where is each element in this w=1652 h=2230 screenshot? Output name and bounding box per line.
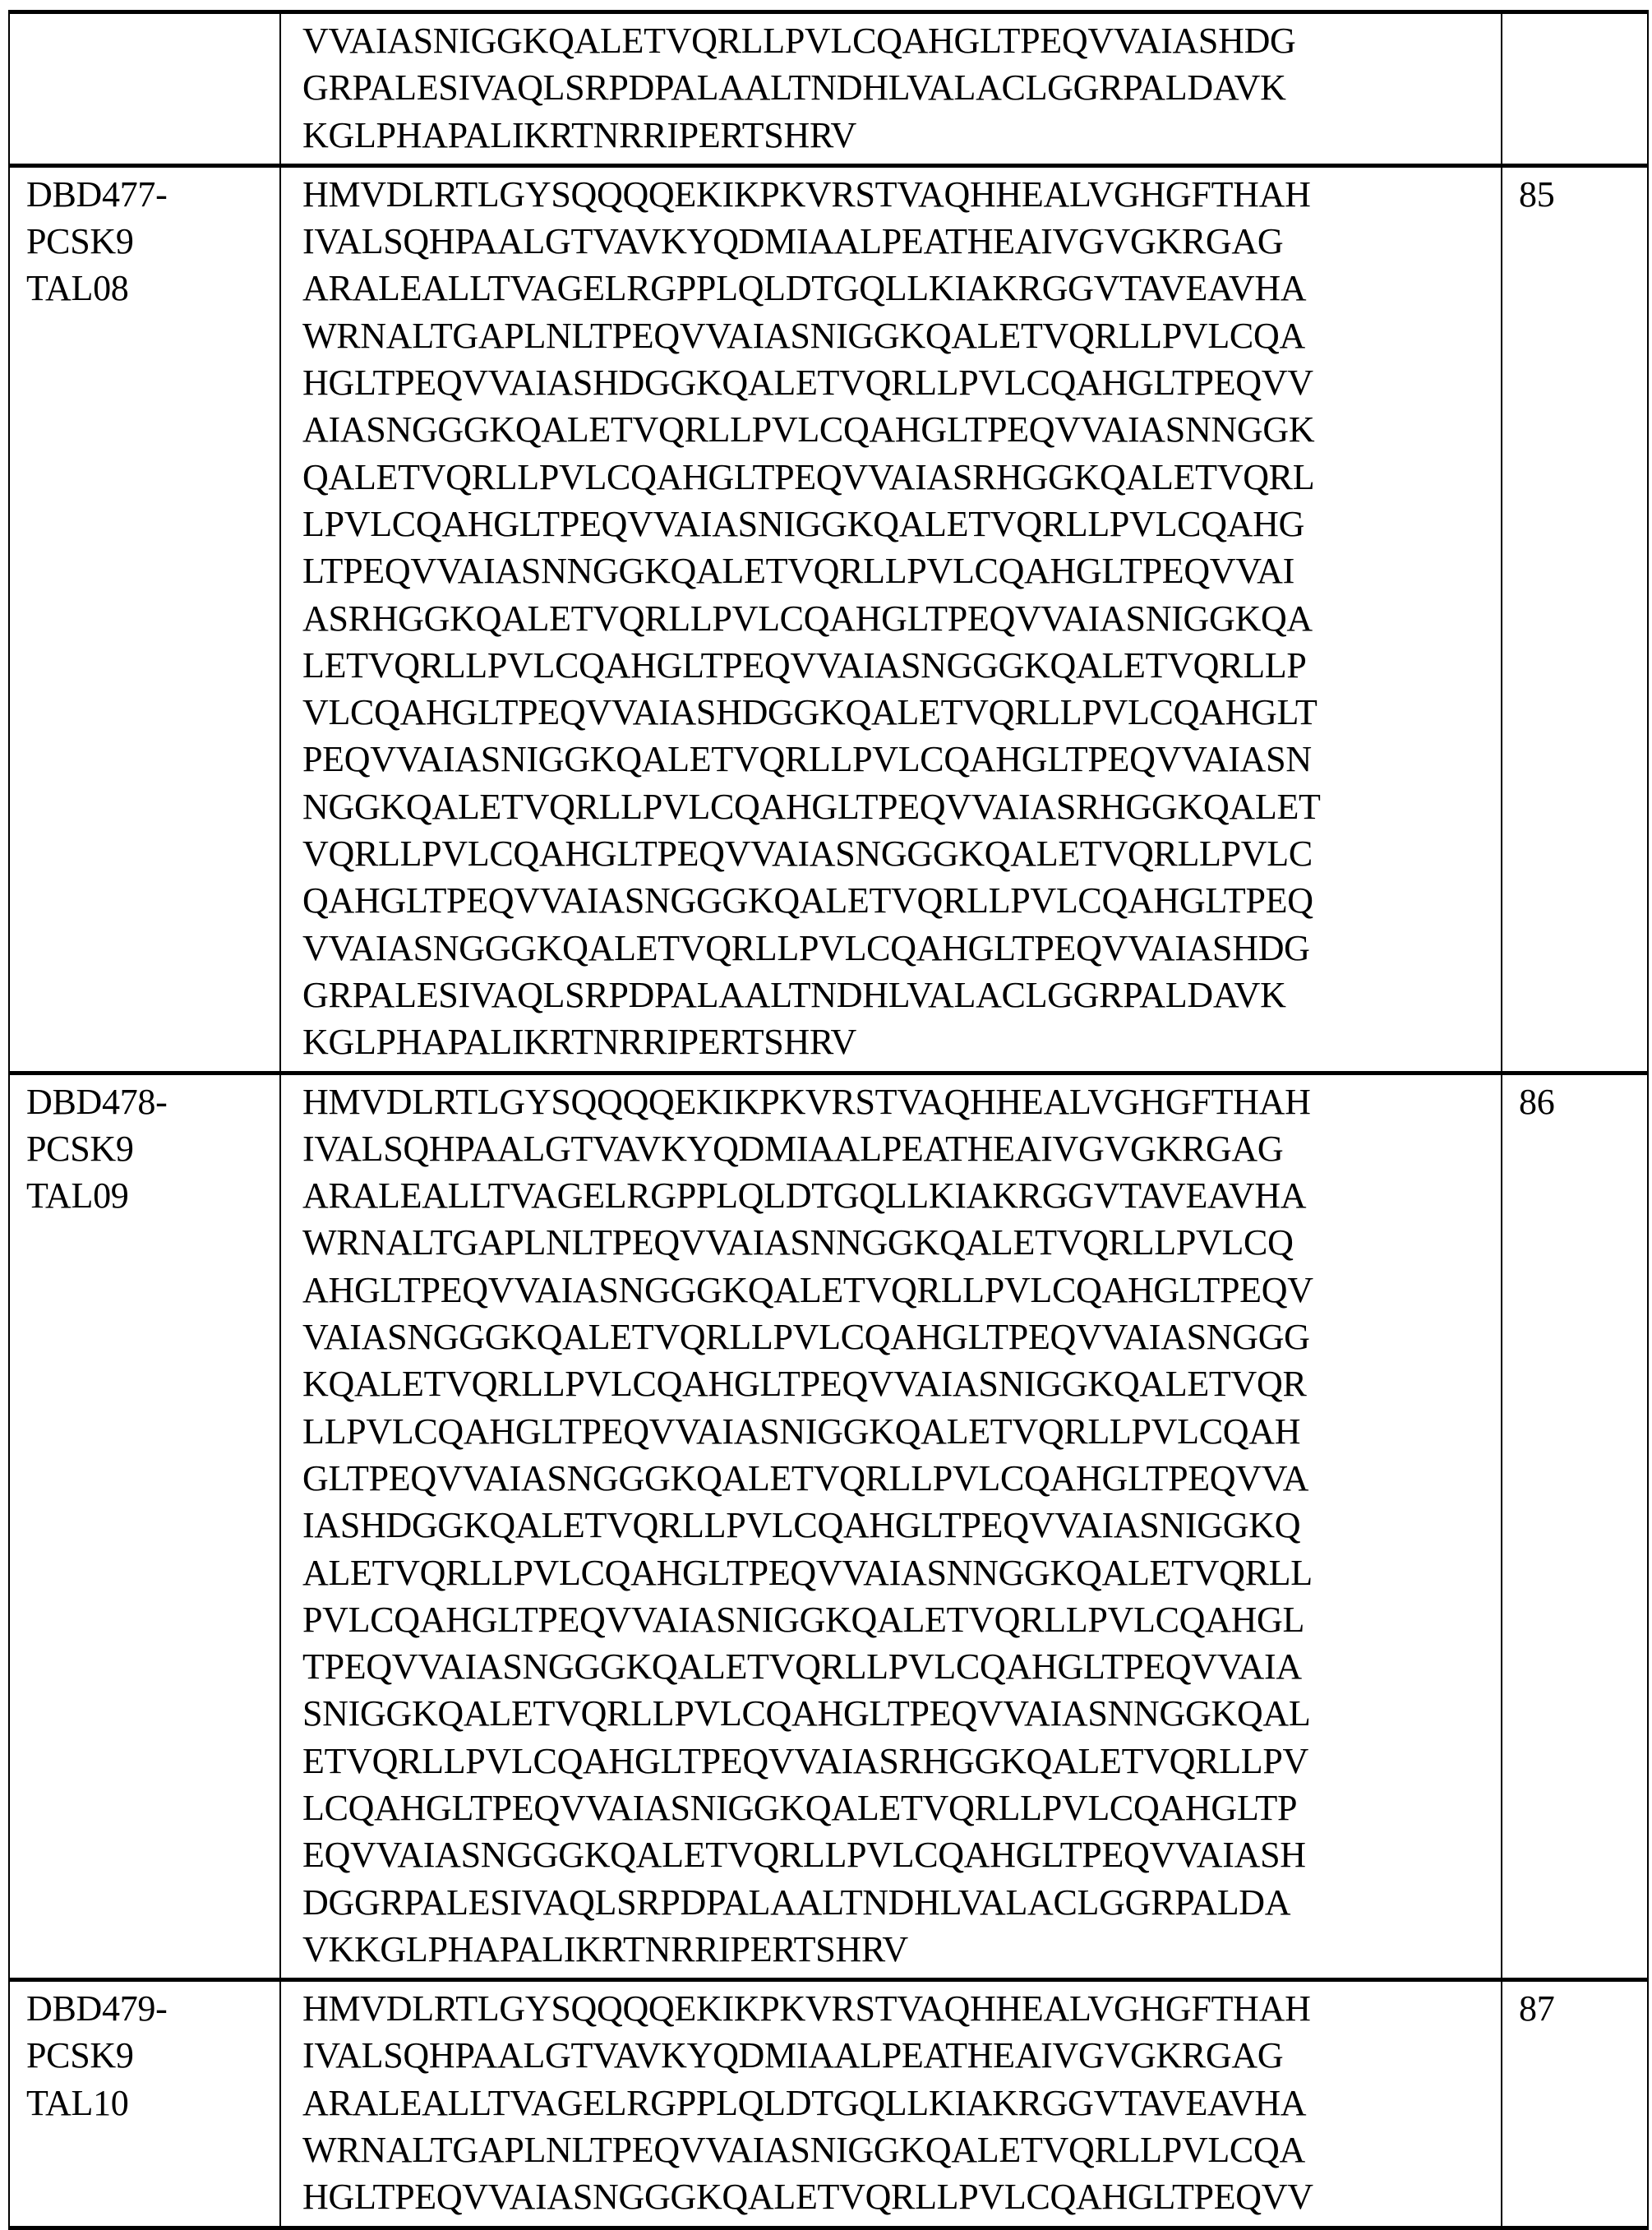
seq-id-cell: [1502, 165, 1648, 1073]
sequence-line: SNIGGKQALETVQRLLPVLCQAHGLTPEQVVAIASNNGGKQAL: [302, 1690, 1501, 1737]
table-row: [9, 12, 1648, 166]
sequence-line: AHGLTPEQVVAIASNGGGKQALETVQRLLPVLCQAHGLTPEQV: [302, 1267, 1501, 1314]
construct-name-line: PCSK9: [26, 218, 279, 265]
sequence-line: LTPEQVVAIASNNGGKQALETVQRLLPVLCQAHGLTPEQVVAI: [302, 547, 1501, 594]
sequence-line: DGGRPALESIVAQLSRPDPALAALTNDHLVALACLGGRPALDA: [302, 1879, 1501, 1926]
construct-name-cell: [9, 1980, 280, 2228]
sequence-cell: [280, 165, 1502, 1073]
sequence-line: NGGKQALETVQRLLPVLCQAHGLTPEQVVAIASRHGGKQALET: [302, 783, 1501, 830]
sequence-line: VKKGLPHAPALIKRTNRRIPERTSHRV: [302, 1926, 1501, 1973]
construct-name-line: TAL10: [26, 2080, 279, 2126]
sequence-line: ALETVQRLLPVLCQAHGLTPEQVVAIASNNGGKQALETVQRLL: [302, 1549, 1501, 1596]
sequence-line: AIASNGGGKQALETVQRLLPVLCQAHGLTPEQVVAIASNNGGK: [302, 406, 1501, 453]
table-row: [9, 1073, 1648, 1980]
table-row: [9, 1980, 1648, 2228]
sequence-line: LETVQRLLPVLCQAHGLTPEQVVAIASNGGGKQALETVQRLLP: [302, 642, 1501, 689]
sequence-line: KGLPHAPALIKRTNRRIPERTSHRV: [302, 1018, 1501, 1065]
construct-name-line: DBD477-: [26, 171, 279, 218]
construct-name-cell: [9, 1073, 280, 1980]
construct-name-line: DBD479-: [26, 1985, 279, 2032]
sequence-line: ARALEALLTVAGELRGPPLQLDTGQLLKIAKRGGVTAVEAVHA: [302, 265, 1501, 312]
construct-name-line: TAL08: [26, 265, 279, 312]
sequence-line: VVAIASNGGGKQALETVQRLLPVLCQAHGLTPEQVVAIASHDG: [302, 925, 1501, 972]
sequence-line: HMVDLRTLGYSQQQQEKIKPKVRSTVAQHHEALVGHGFTHAH: [302, 1078, 1501, 1125]
sequence-line: EQVVAIASNGGGKQALETVQRLLPVLCQAHGLTPEQVVAIASH: [302, 1831, 1501, 1878]
sequence-line: WRNALTGAPLNLTPEQVVAIASNNGGKQALETVQRLLPVLCQ: [302, 1219, 1501, 1266]
sequence-line: IVALSQHPAALGTVAVKYQDMIAALPEATHEAIVGVGKRGAG: [302, 218, 1501, 265]
sequence-line: VQRLLPVLCQAHGLTPEQVVAIASNGGGKQALETVQRLLPVLC: [302, 830, 1501, 877]
sequence-line: LCQAHGLTPEQVVAIASNIGGKQALETVQRLLPVLCQAHGLTP: [302, 1784, 1501, 1831]
construct-name-line: DBD478-: [26, 1078, 279, 1125]
sequence-line: WRNALTGAPLNLTPEQVVAIASNIGGKQALETVQRLLPVLCQA: [302, 312, 1501, 359]
sequence-line: LLPVLCQAHGLTPEQVVAIASNIGGKQALETVQRLLPVLCQAH: [302, 1408, 1501, 1455]
sequence-line: ETVQRLLPVLCQAHGLTPEQVVAIASRHGGKQALETVQRLLPV: [302, 1738, 1501, 1784]
sequence-line: HMVDLRTLGYSQQQQEKIKPKVRSTVAQHHEALVGHGFTHAH: [302, 171, 1501, 218]
construct-name-line: TAL09: [26, 1172, 279, 1219]
sequence-cell: [280, 1980, 1502, 2228]
sequence-cell: [280, 1073, 1502, 1980]
seq-id-cell: [1502, 1073, 1648, 1980]
sequence-line: HGLTPEQVVAIASHDGGKQALETVQRLLPVLCQAHGLTPEQVV: [302, 359, 1501, 406]
sequence-cell: [280, 12, 1502, 166]
sequence-line: GRPALESIVAQLSRPDPALAALTNDHLVALACLGGRPALDAVK: [302, 972, 1501, 1018]
sequence-line: LPVLCQAHGLTPEQVVAIASNIGGKQALETVQRLLPVLCQAHG: [302, 501, 1501, 547]
sequence-line: HGLTPEQVVAIASNGGGKQALETVQRLLPVLCQAHGLTPEQVV: [302, 2173, 1501, 2220]
seq-id-number: 85: [1519, 171, 1647, 218]
sequence-line: ARALEALLTVAGELRGPPLQLDTGQLLKIAKRGGVTAVEAVHA: [302, 1172, 1501, 1219]
sequence-line: QALETVQRLLPVLCQAHGLTPEQVVAIASRHGGKQALETVQRL: [302, 454, 1501, 501]
sequence-line: IVALSQHPAALGTVAVKYQDMIAALPEATHEAIVGVGKRGAG: [302, 2032, 1501, 2079]
table-body: [9, 12, 1648, 2228]
sequence-line: KGLPHAPALIKRTNRRIPERTSHRV: [302, 112, 1501, 159]
sequence-line: GLTPEQVVAIASNGGGKQALETVQRLLPVLCQAHGLTPEQVVA: [302, 1455, 1501, 1502]
seq-id-number: 87: [1519, 1985, 1647, 2032]
sequence-line: TPEQVVAIASNGGGKQALETVQRLLPVLCQAHGLTPEQVVAIA: [302, 1643, 1501, 1690]
sequence-line: WRNALTGAPLNLTPEQVVAIASNIGGKQALETVQRLLPVLCQA: [302, 2126, 1501, 2173]
sequence-line: GRPALESIVAQLSRPDPALAALTNDHLVALACLGGRPALDAVK: [302, 64, 1501, 111]
construct-name-cell: [9, 165, 280, 1073]
construct-name-line: PCSK9: [26, 2032, 279, 2079]
sequence-line: IASHDGGKQALETVQRLLPVLCQAHGLTPEQVVAIASNIGGKQ: [302, 1502, 1501, 1549]
sequence-line: PVLCQAHGLTPEQVVAIASNIGGKQALETVQRLLPVLCQAHGL: [302, 1596, 1501, 1643]
construct-name-line: PCSK9: [26, 1125, 279, 1172]
sequence-line: IVALSQHPAALGTVAVKYQDMIAALPEATHEAIVGVGKRGAG: [302, 1125, 1501, 1172]
sequence-line: ASRHGGKQALETVQRLLPVLCQAHGLTPEQVVAIASNIGGKQA: [302, 595, 1501, 642]
sequence-line: HMVDLRTLGYSQQQQEKIKPKVRSTVAQHHEALVGHGFTHAH: [302, 1985, 1501, 2032]
sequence-line: VVAIASNIGGKQALETVQRLLPVLCQAHGLTPEQVVAIASHDG: [302, 17, 1501, 64]
sequence-line: VLCQAHGLTPEQVVAIASHDGGKQALETVQRLLPVLCQAHGLT: [302, 689, 1501, 736]
sequence-line: PEQVVAIASNIGGKQALETVQRLLPVLCQAHGLTPEQVVAIASN: [302, 736, 1501, 783]
seq-id-number: 86: [1519, 1078, 1647, 1125]
table-row: [9, 165, 1648, 1073]
seq-id-cell: [1502, 12, 1648, 166]
seq-id-cell: [1502, 1980, 1648, 2228]
sequence-line: ARALEALLTVAGELRGPPLQLDTGQLLKIAKRGGVTAVEAVHA: [302, 2080, 1501, 2126]
sequence-table: [8, 10, 1649, 2230]
sequence-line: VAIASNGGGKQALETVQRLLPVLCQAHGLTPEQVVAIASNGGG: [302, 1314, 1501, 1360]
sequence-line: KQALETVQRLLPVLCQAHGLTPEQVVAIASNIGGKQALETVQR: [302, 1360, 1501, 1407]
construct-name-cell: [9, 12, 280, 166]
sequence-line: QAHGLTPEQVVAIASNGGGKQALETVQRLLPVLCQAHGLTPEQ: [302, 877, 1501, 924]
